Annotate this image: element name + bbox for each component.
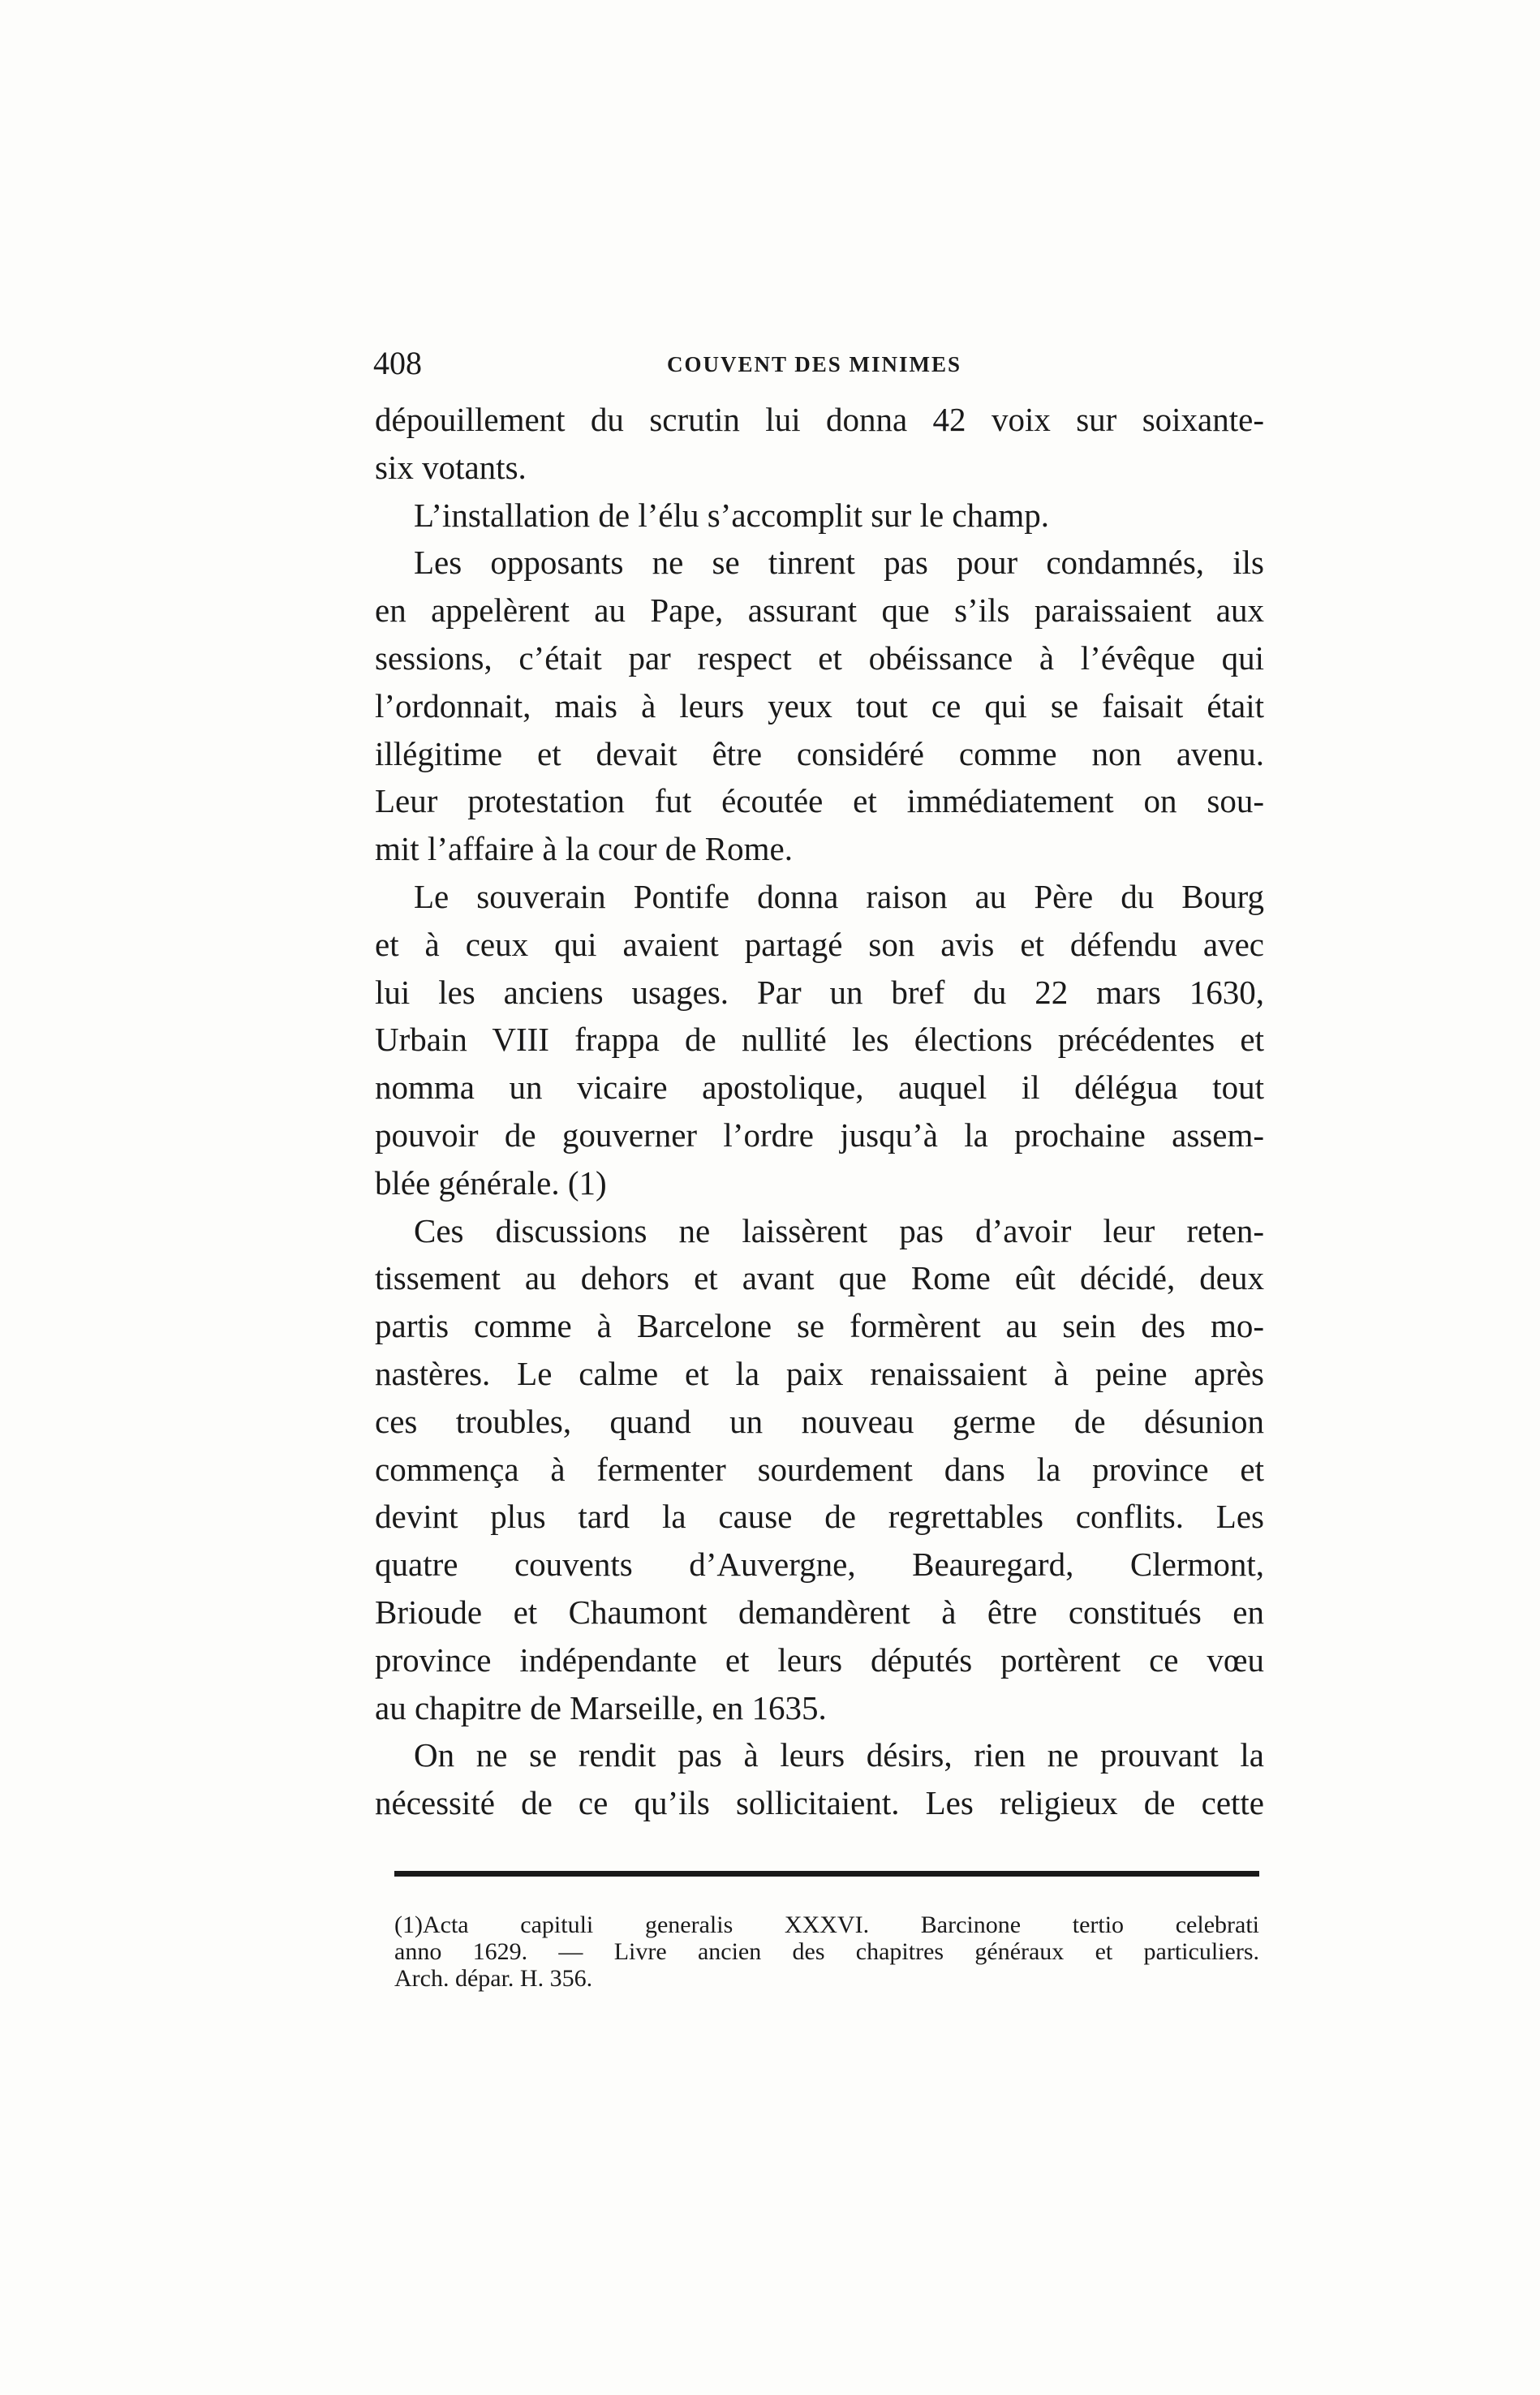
footnote-line: (1)Acta capituli generalis XXXVI. Barcinone tertio celebrati: [394, 1911, 1259, 1938]
body-line: ces troubles, quand un nouveau germe de désunion: [375, 1402, 1264, 1440]
body-line: illégitime et devait être considéré comme non avenu.: [375, 734, 1264, 772]
body-line: tissement au dehors et avant que Rome eût décidé, deux: [375, 1259, 1264, 1297]
body-line: mit l’affaire à la cour de Rome.: [375, 830, 793, 868]
body-line: province indépendante et leurs députés portèrent ce vœu: [375, 1640, 1264, 1679]
body-line: Urbain VIII frappa de nullité les élections précédentes et: [375, 1021, 1264, 1059]
body-line: Brioude et Chaumont demandèrent à être constitués en: [375, 1593, 1264, 1631]
footnote-divider: [394, 1871, 1259, 1877]
footnote: [394, 1911, 1259, 1992]
body-line: lui les anciens usages. Par un bref du 22 mars 1630,: [375, 973, 1264, 1011]
body-line: quatre couvents d’Auvergne, Beauregard, Clermont,: [375, 1546, 1264, 1584]
body-line: nastères. Le calme et la paix renaissaient à peine après: [375, 1354, 1264, 1392]
body-line: pouvoir de gouverner l’ordre jusqu’à la prochaine assem-: [375, 1116, 1264, 1154]
body-line: devint plus tard la cause de regrettables conflits. Les: [375, 1498, 1264, 1536]
body-line: et à ceux qui avaient partagé son avis et défendu avec: [375, 925, 1264, 963]
body-line: L’installation de l’élu s’accomplit sur le champ.: [414, 496, 1049, 534]
body-line: en appelèrent au Pape, assurant que s’ils paraissaient aux: [375, 591, 1264, 630]
body-line: Les opposants ne se tinrent pas pour condamnés, ils: [414, 544, 1264, 582]
body-line: partis comme à Barcelone se formèrent au sein des mo-: [375, 1307, 1264, 1345]
body-line: l’ordonnait, mais à leurs yeux tout ce qui se faisait était: [375, 686, 1264, 725]
body-line: sessions, c’était par respect et obéissance à l’évêque qui: [375, 639, 1264, 677]
body-line: blée générale. (1): [375, 1163, 607, 1202]
body-line: Ces discussions ne laissèrent pas d’avoir leur reten-: [414, 1211, 1264, 1249]
body-line: Leur protestation fut écoutée et immédiatement on sou-: [375, 782, 1264, 820]
body-line: On ne se rendit pas à leurs désirs, rien ne prouvant la: [414, 1736, 1264, 1774]
body-line: nécessité de ce qu’ils sollicitaient. Les religieux de cette: [375, 1784, 1264, 1822]
page-number: 408: [373, 345, 422, 381]
body-text: [375, 396, 1264, 1827]
body-line: commença à fermenter sourdement dans la province et: [375, 1450, 1264, 1488]
footnote-line: Arch. dépar. H. 356.: [394, 1965, 593, 1992]
body-line: Le souverain Pontife donna raison au Père du Bourg: [414, 877, 1264, 915]
body-line: dépouillement du scrutin lui donna 42 voix sur soixante-: [375, 401, 1264, 438]
running-title: COUVENT DES MINIMES: [667, 352, 962, 376]
body-line: au chapitre de Marseille, en 1635.: [375, 1688, 827, 1726]
body-line: six votants.: [375, 448, 527, 486]
footnote-line: anno 1629. — Livre ancien des chapitres généraux et particuliers.: [394, 1938, 1259, 1965]
body-line: nomma un vicaire apostolique, auquel il délégua tout: [375, 1069, 1264, 1107]
